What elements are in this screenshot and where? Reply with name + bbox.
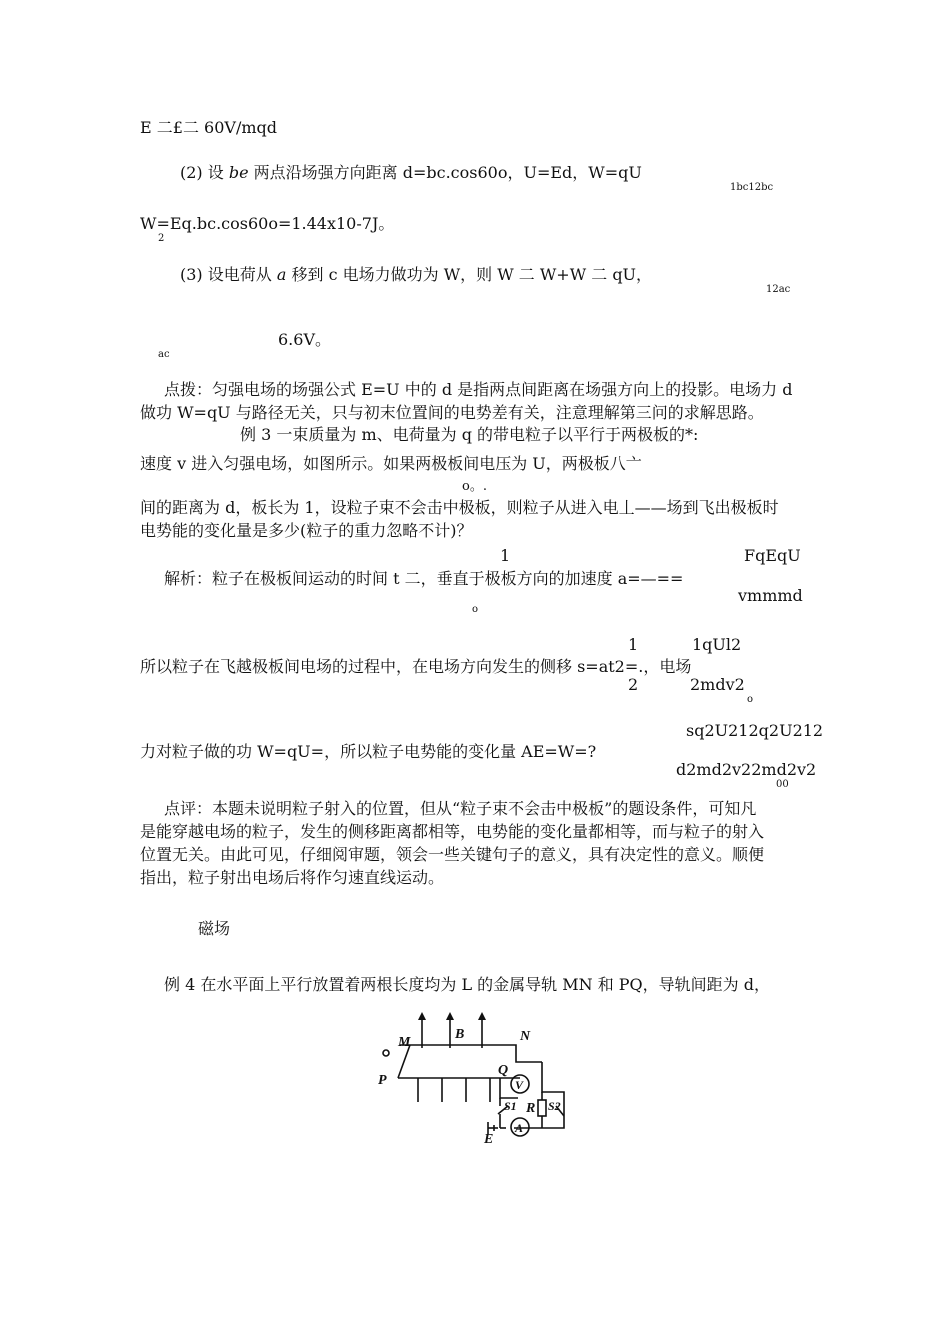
label-r: R	[526, 1101, 536, 1116]
frac-subscript-o2: o	[747, 694, 754, 705]
dianping-line-1: 点评：本题未说明粒子射入的位置，但从“粒子束不会击中极板”的题设条件，可知凡	[164, 799, 757, 818]
part2-prefix: (2) 设	[180, 163, 229, 182]
voltage-value: 6.6V。	[278, 330, 332, 349]
label-s2: S2	[548, 1099, 561, 1113]
example3-line-4: 电势能的变化量是多少(粒子的重力忽略不计)？	[140, 521, 473, 540]
example3-line-3: 间的距离为 d，板长为 1，设粒子束不会击中极板，则粒子从进入电丄——场到飞出极板时	[140, 498, 779, 517]
dianping-paragraph	[140, 797, 808, 889]
label-n: N	[520, 1029, 531, 1044]
label-p: P	[378, 1073, 387, 1088]
formula-e: E 二£二 60V/mqd	[140, 118, 277, 137]
example3-o-mark: o。.	[462, 479, 487, 494]
dianping-line-3: 位置无关。由此可见，仔细阅审题，领会一些关键句子的意义，具有决定性的意义。顺便	[140, 845, 765, 864]
label-q: Q	[498, 1063, 509, 1078]
label-b: B	[455, 1027, 465, 1042]
label-a: A	[515, 1121, 524, 1135]
label-m: M	[398, 1035, 411, 1050]
gong-line: 力对粒子做的功 W=qU=，所以粒子电势能的变化量 AE=W=?	[140, 742, 597, 761]
subscript-2: 2	[158, 233, 165, 244]
frac-numerator-1qul2: 1qUl2	[692, 635, 742, 654]
frac-denominator-vmmmd: vmmmd	[738, 586, 803, 605]
frac-numerator-1: 1	[500, 546, 511, 565]
subscript-1bc12bc: 1bc12bc	[730, 182, 774, 193]
dianbo-line-2: 做功 W=qU 与路径无关，只与初末位置间的电势差有关，注意理解第三问的求解思路。	[140, 403, 764, 422]
frac-denominator-2mdv2: 2mdv2	[690, 675, 745, 694]
label-s1: S1	[504, 1099, 517, 1113]
label-e: E	[484, 1132, 494, 1147]
frac-denominator-2: 2	[628, 675, 639, 694]
frac-numerator-sq: sq2U212q2U212	[686, 721, 824, 740]
example4-line: 例 4 在水平面上平行放置着两根长度均为 L 的金属导轨 MN 和 PQ，导轨间距为 d，	[164, 975, 771, 994]
dianbo-line-1: 点拨：匀强电场的场强公式 E=U 中的 d 是指两点间距离在场强方向上的投影。电场力 d	[164, 380, 793, 399]
frac-subscript-00: 00	[776, 779, 789, 790]
cewei-line: 所以粒子在飞越极板间电场的过程中，在电场方向发生的侧移 s=at2=.，电场	[140, 657, 692, 676]
part3-line	[180, 267, 652, 283]
jiexi-line: 解析：粒子在极板间运动的时间 t 二，垂直于极板方向的加速度 a=—==	[164, 569, 684, 588]
frac-numerator-fqequ: FqEqU	[744, 546, 801, 565]
subscript-ac: ac	[158, 349, 170, 360]
part3-rest: 移到 c 电场力做功为 W，则 W 二 W+W 二 qU，	[286, 265, 653, 284]
part3-prefix: (3) 设电荷从	[180, 265, 277, 284]
part3-a: a	[276, 265, 287, 284]
section-title: 磁场	[198, 919, 231, 938]
subscript-12ac: 12ac	[766, 284, 791, 295]
frac-numerator-1b: 1	[628, 635, 639, 654]
dianping-line-4: 指出，粒子射出电场后将作匀速直线运动。	[140, 868, 445, 887]
frac-denominator-d2md: d2md2v22md2v2	[676, 760, 817, 779]
example3-line-1: 例 3 一束质量为 m、电荷量为 q 的带电粒子以平行于两极板的*:	[240, 425, 699, 444]
part2-rest: 两点沿场强方向距离 d=bc.cos60o，U=Ed，W=qU	[248, 163, 642, 182]
frac-subscript-o: o	[472, 604, 479, 615]
part2-be: be	[228, 163, 249, 182]
w2-line: W=Eq.bc.cos60o=1.44x10-7J。	[140, 214, 395, 233]
circuit-figure	[370, 1010, 590, 1150]
example3-paragraph	[140, 496, 808, 542]
part2-line	[180, 165, 642, 181]
example3-line-2: 速度 v 进入匀强电场，如图所示。如果两极板间电压为 U，两极板八亠	[140, 454, 642, 473]
dianping-line-2: 是能穿越电场的粒子，发生的侧移距离都相等，电势能的变化量都相等，而与粒子的射入	[140, 822, 765, 841]
label-v: V	[515, 1078, 524, 1092]
dianbo-paragraph	[140, 378, 808, 424]
